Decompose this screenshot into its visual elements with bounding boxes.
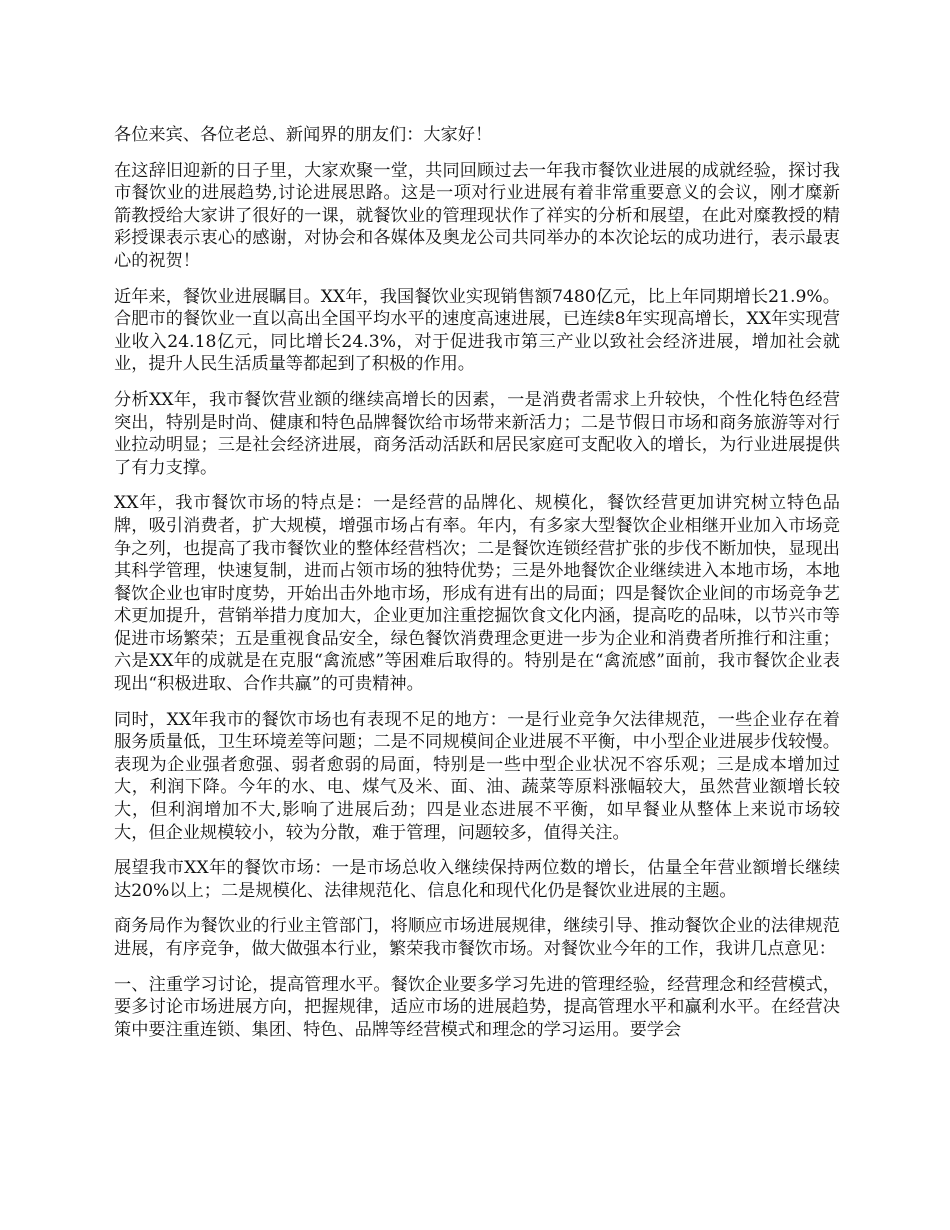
industry-growth-paragraph: 近年来，餐饮业进展瞩目。XX年，我国餐饮业实现销售额7480亿元，比上年同期增长21.9%。合肥市的餐饮业一直以高出全国平均水平的速度高速进展，已连续8年实现高增长，XX年实现营业收入24.18亿元，同比增长24.3%，对于促进我市第三产业以致社会经济进展，增加社会就业，提升人民生活质量等都起到了积极的作用。 bbox=[114, 286, 840, 375]
market-outlook-paragraph: 展望我市XX年的餐饮市场：一是市场总收入继续保持两位数的增长，估量全年营业额增长继续达20%以上；二是规模化、法律规范化、信息化和现代化仍是餐饮业进展的主题。 bbox=[114, 858, 840, 901]
opinion-one-paragraph: 一、注重学习讨论，提高管理水平。餐饮企业要多学习先进的管理经验，经营理念和经营模式，要多讨论市场进展方向，把握规律，适应市场的进展趋势，提高管理水平和赢利水平。在经营决策中要注重连锁、集团、特色、品牌等经营模式和理念的学习运用。要学会 bbox=[114, 974, 840, 1040]
opening-paragraph: 在这辞旧迎新的日子里，大家欢聚一堂，共同回顾过去一年我市餐饮业进展的成就经验，探讨我市餐饮业的进展趋势,讨论进展思路。这是一项对行业进展有着非常重要意义的会议，刚才糜新箭教授给大家讲了很好的一课，就餐饮业的管理现状作了祥实的分析和展望，在此对糜教授的精彩授课表示衷心的感谢，对协会和各媒体及奥龙公司共同举办的本次论坛的成功进行，表示最衷心的祝贺！ bbox=[114, 160, 840, 271]
document-body bbox=[114, 124, 840, 1054]
bureau-role-paragraph: 商务局作为餐饮业的行业主管部门，将顺应市场进展规律，继续引导、推动餐饮企业的法律规范进展，有序竞争，做大做强本行业，繁荣我市餐饮市场。对餐饮业今年的工作，我讲几点意见： bbox=[114, 916, 840, 959]
market-features-paragraph: XX年，我市餐饮市场的特点是：一是经营的品牌化、规模化，餐饮经营更加讲究树立特色品牌，吸引消费者，扩大规模，增强市场占有率。年内，有多家大型餐饮企业相继开业加入市场竞争之列，也提高了我市餐饮业的整体经营档次；二是餐饮连锁经营扩张的步伐不断加快，显现出其科学管理，快速复制，进而占领市场的独特优势；三是外地餐饮企业继续进入本地市场，本地餐饮企业也审时度势，开始出击外地市场，形成有进有出的局面；四是餐饮企业间的市场竞争艺术更加提升，营销举措力度加大，企业更加注重挖掘饮食文化内涵，提高吃的品味，以节兴市等促进市场繁荣；五是重视食品安全，绿色餐饮消费理念更进一步为企业和消费者所推行和注重；六是XX年的成就是在克服“禽流感”等困难后取得的。特别是在“禽流感”面前，我市餐饮企业表现出“积极进取、合作共赢”的可贵精神。 bbox=[114, 493, 840, 695]
market-shortcomings-paragraph: 同时，XX年我市的餐饮市场也有表现不足的地方：一是行业竞争欠法律规范，一些企业存在着服务质量低，卫生环境差等问题；二是不同规模间企业进展不平衡，中小型企业进展步伐较慢。表现为企业强者愈强、弱者愈弱的局面，特别是一些中型企业状况不容乐观；三是成本增加过大，利润下降。今年的水、电、煤气及米、面、油、蔬菜等原料涨幅较大，虽然营业额增长较大，但利润增加不大,影响了进展后劲；四是业态进展不平衡，如早餐业从整体上来说市场较大，但企业规模较小，较为分散，难于管理，问题较多，值得关注。 bbox=[114, 709, 840, 843]
greeting-paragraph: 各位来宾、各位老总、新闻界的朋友们：大家好！ bbox=[114, 125, 493, 145]
growth-factors-paragraph: 分析XX年，我市餐饮营业额的继续高增长的因素，一是消费者需求上升较快，个性化特色经营突出，特别是时尚、健康和特色品牌餐饮给市场带来新活力；二是节假日市场和商务旅游等对行业拉动明显；三是社会经济进展，商务活动活跃和居民家庭可支配收入的增长，为行业进展提供了有力支撑。 bbox=[114, 389, 840, 478]
